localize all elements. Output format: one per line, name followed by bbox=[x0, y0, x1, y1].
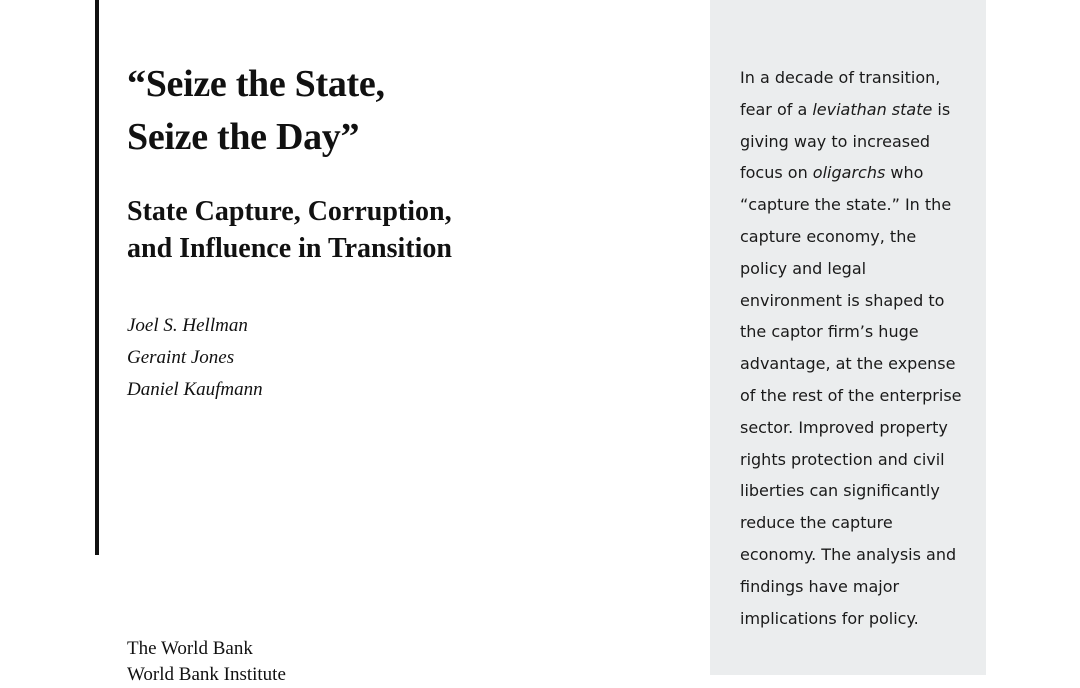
paper-title-line-1: “Seize the State, bbox=[127, 63, 385, 105]
abstract-line: giving way to increased bbox=[740, 131, 931, 151]
paper-subtitle-line-2: and Influence in Transition bbox=[127, 233, 452, 264]
abstract-line: In a decade of transition, bbox=[740, 68, 941, 87]
publisher-block bbox=[127, 636, 286, 688]
author-list bbox=[127, 310, 263, 406]
abstract-line: fear of a leviathan state is bbox=[740, 99, 951, 119]
abstract-text bbox=[740, 62, 980, 634]
abstract-line: findings have major bbox=[740, 576, 900, 596]
abstract-line: policy and legal bbox=[740, 258, 867, 278]
paper-title bbox=[127, 58, 385, 164]
abstract-sidebar bbox=[710, 0, 986, 675]
vertical-rule bbox=[95, 0, 99, 555]
author-name: Geraint Jones bbox=[127, 347, 235, 368]
abstract-line: advantage, at the expense bbox=[740, 354, 956, 374]
author-name: Daniel Kaufmann bbox=[127, 379, 263, 400]
publisher-institute: World Bank Institute bbox=[127, 664, 286, 685]
abstract-line: implications for policy. bbox=[740, 608, 919, 628]
abstract-line: of the rest of the enterprise bbox=[740, 385, 962, 405]
abstract-line: economy. The analysis and bbox=[740, 544, 957, 564]
abstract-line: liberties can significantly bbox=[740, 481, 940, 501]
abstract-line: rights protection and civil bbox=[740, 449, 945, 469]
abstract-line: the captor firm’s huge bbox=[740, 322, 919, 342]
abstract-line: sector. Improved property bbox=[740, 417, 948, 437]
abstract-line: reduce the capture bbox=[740, 513, 893, 533]
abstract-line: capture economy, the bbox=[740, 226, 917, 246]
publisher-name: The World Bank bbox=[127, 638, 253, 659]
paper-subtitle bbox=[127, 193, 452, 267]
abstract-line: “capture the state.” In the bbox=[740, 195, 952, 215]
abstract-line: environment is shaped to bbox=[740, 290, 945, 310]
paper-subtitle-line-1: State Capture, Corruption, bbox=[127, 196, 452, 227]
author-name: Joel S. Hellman bbox=[127, 315, 248, 336]
abstract-line: focus on oligarchs who bbox=[740, 163, 924, 183]
paper-title-line-2: Seize the Day” bbox=[127, 116, 360, 158]
